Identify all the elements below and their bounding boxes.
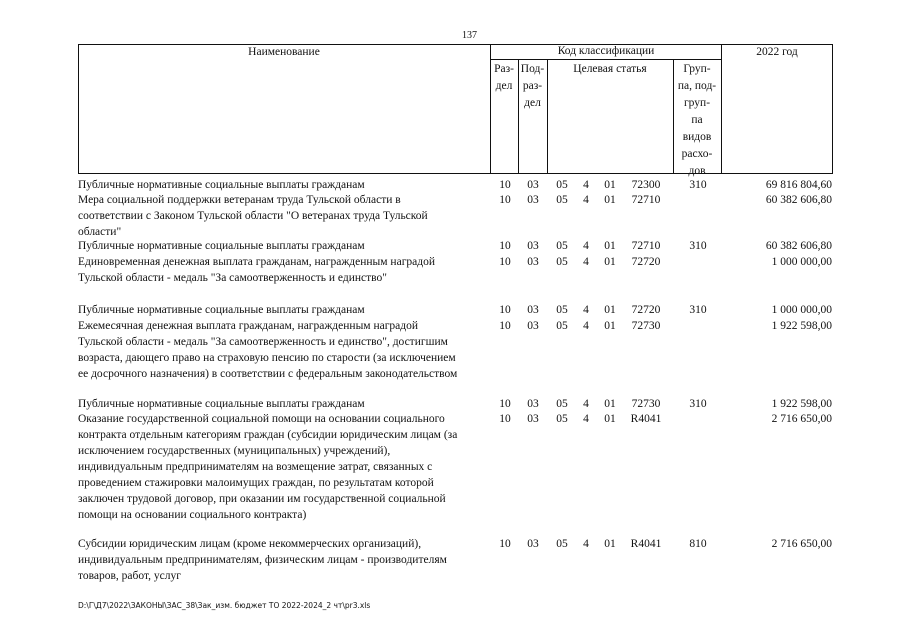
cell-d: R4041: [630, 413, 662, 425]
cell-d: 72720: [631, 256, 661, 268]
row-name-line: Публичные нормативные социальные выплаты гражданам: [78, 240, 365, 252]
cell-sum: 60 382 606,80: [765, 240, 832, 252]
row-name-line: Ежемесячная денежная выплата гражданам, награжденным наградой: [78, 320, 419, 332]
cell-a: 05: [556, 256, 568, 268]
row-name: [78, 254, 493, 286]
cell-sum: 1 922 598,00: [771, 320, 832, 332]
row-name-line: Субсидии юридическим лицам (кроме некоммерческих организаций),: [78, 538, 422, 550]
page-number: 137: [462, 30, 477, 41]
header-podrazdel: Под- раз- дел: [520, 63, 545, 109]
cell-raz: 10: [499, 179, 511, 191]
cell-sum: 2 716 650,00: [771, 538, 832, 550]
cell-c: 01: [604, 179, 616, 191]
cell-sum: 1 000 000,00: [771, 256, 832, 268]
row-name: [78, 536, 493, 584]
cell-raz: 10: [499, 240, 511, 252]
row-name-line: помощи на основании социального контракта): [78, 509, 307, 521]
header-vr: Груп- па, под- груп- па видов расхо- дов: [677, 63, 717, 177]
row-name-line: товаров, работ, услуг: [78, 570, 181, 582]
cell-a: 05: [556, 538, 568, 550]
cell-pod: 03: [527, 304, 539, 316]
row-name-line: возраста, дающего право на страховую пенсию по старости (за исключением: [78, 352, 456, 364]
cell-pod: 03: [527, 256, 539, 268]
row-name: [78, 177, 493, 193]
row-name-line: области": [78, 226, 122, 238]
row-name-line: Тульской области - медаль "За самоотверженность и единство", достигшим: [78, 336, 448, 348]
header-name: Наименование: [248, 46, 320, 58]
cell-vr: 310: [689, 304, 707, 316]
row-name: [78, 302, 493, 318]
cell-a: 05: [556, 304, 568, 316]
row-name-line: Публичные нормативные социальные выплаты гражданам: [78, 304, 365, 316]
header-year: 2022 год: [756, 46, 798, 58]
cell-c: 01: [604, 320, 616, 332]
row-name: [78, 238, 493, 254]
row-name: [78, 318, 493, 382]
cell-pod: 03: [527, 240, 539, 252]
cell-d: 72730: [631, 398, 661, 410]
row-name-line: исключением государственных (муниципальных) учреждений),: [78, 445, 391, 457]
cell-vr: 310: [689, 398, 707, 410]
row-name-line: Публичные нормативные социальные выплаты гражданам: [78, 398, 365, 410]
cell-c: 01: [604, 256, 616, 268]
cell-raz: 10: [499, 320, 511, 332]
cell-a: 05: [556, 320, 568, 332]
row-name-line: Публичные нормативные социальные выплаты гражданам: [78, 179, 365, 191]
cell-raz: 10: [499, 194, 511, 206]
cell-sum: 60 382 606,80: [765, 194, 832, 206]
cell-a: 05: [556, 179, 568, 191]
row-name-line: Единовременная денежная выплата гражданам, награжденным наградой: [78, 256, 436, 268]
cell-raz: 10: [499, 398, 511, 410]
row-name-line: Тульской области - медаль "За самоотверженность и единство": [78, 272, 387, 284]
cell-sum: 69 816 804,60: [765, 179, 832, 191]
cell-c: 01: [604, 398, 616, 410]
cell-b: 4: [583, 538, 589, 550]
row-name: [78, 396, 493, 412]
cell-vr: 310: [689, 240, 707, 252]
cell-raz: 10: [499, 256, 511, 268]
footer-file-path: D:\Г\Д7\2022\ЗАКОНЫ\ЗАС_38\Зак_изм. бюджет ТО 2022-2024_2 чт\pr3.xls: [78, 601, 371, 610]
cell-a: 05: [556, 194, 568, 206]
row-name-line: Оказание государственной социальной помощи на основании социального: [78, 413, 445, 425]
cell-pod: 03: [527, 398, 539, 410]
cell-vr: 810: [689, 538, 707, 550]
header-target: Целевая статья: [573, 63, 647, 75]
row-name-line: контракта отдельным категориям граждан (субсидии юридическим лицам (за: [78, 429, 458, 441]
cell-d: R4041: [630, 538, 662, 550]
header-code: Код классификации: [557, 45, 655, 57]
cell-b: 4: [583, 194, 589, 206]
cell-pod: 03: [527, 538, 539, 550]
cell-d: 72720: [631, 304, 661, 316]
cell-a: 05: [556, 413, 568, 425]
cell-a: 05: [556, 240, 568, 252]
row-name-line: индивидуальным предпринимателям на возмещение затрат, связанных с: [78, 461, 433, 473]
cell-b: 4: [583, 413, 589, 425]
cell-pod: 03: [527, 194, 539, 206]
cell-d: 72710: [631, 194, 661, 206]
cell-c: 01: [604, 413, 616, 425]
cell-b: 4: [583, 179, 589, 191]
cell-d: 72710: [631, 240, 661, 252]
row-name-line: индивидуальным предпринимателям, физическим лицам - производителям: [78, 554, 447, 566]
row-name-line: проведением стажировки малоимущих граждан, по результатам которой: [78, 477, 434, 489]
row-name-line: заключен трудовой договор, при оказании им государственной социальной: [78, 493, 446, 505]
cell-raz: 10: [499, 304, 511, 316]
row-name: [78, 411, 493, 523]
cell-b: 4: [583, 240, 589, 252]
header-razdel: Раз- дел: [494, 63, 514, 92]
cell-a: 05: [556, 398, 568, 410]
cell-vr: 310: [689, 179, 707, 191]
cell-b: 4: [583, 256, 589, 268]
cell-d: 72730: [631, 320, 661, 332]
cell-pod: 03: [527, 179, 539, 191]
row-name-line: ее досрочного назначения) в соответствии с федеральным законодательством: [78, 368, 458, 380]
row-name: [78, 192, 493, 240]
cell-c: 01: [604, 304, 616, 316]
cell-pod: 03: [527, 320, 539, 332]
cell-raz: 10: [499, 413, 511, 425]
header-left-border: [78, 44, 79, 174]
cell-b: 4: [583, 320, 589, 332]
header-right-border: [832, 44, 833, 174]
row-name-line: Мера социальной поддержки ветеранам труда Тульской области в: [78, 194, 401, 206]
cell-sum: 1 922 598,00: [771, 398, 832, 410]
cell-c: 01: [604, 240, 616, 252]
cell-b: 4: [583, 398, 589, 410]
cell-c: 01: [604, 194, 616, 206]
cell-pod: 03: [527, 413, 539, 425]
row-name-line: соответствии с Законом Тульской области "О ветеранах труда Тульской: [78, 210, 428, 222]
cell-sum: 1 000 000,00: [771, 304, 832, 316]
cell-sum: 2 716 650,00: [771, 413, 832, 425]
header-divider-code: [721, 44, 722, 174]
cell-c: 01: [604, 538, 616, 550]
cell-b: 4: [583, 304, 589, 316]
cell-raz: 10: [499, 538, 511, 550]
cell-d: 72300: [631, 179, 661, 191]
